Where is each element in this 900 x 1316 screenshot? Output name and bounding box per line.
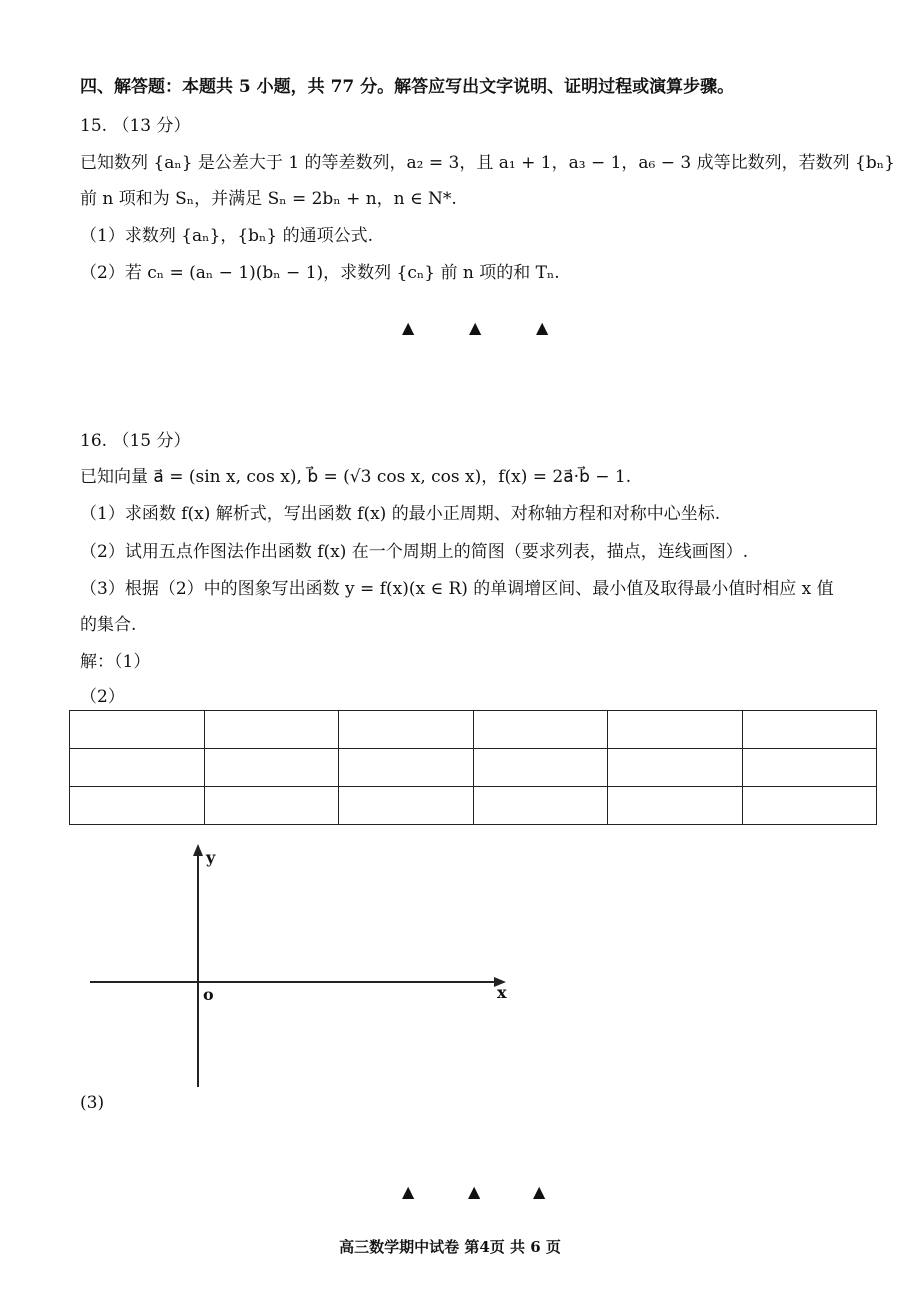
section-header: 四、解答题：本题共 5 小题，共 77 分。解答应写出文字说明、证明过程或演算步骤。: [80, 77, 735, 97]
q16-part2: （2）试用五点作图法作出函数 f(x) 在一个周期上的简图（要求列表，描点，连线画图）.: [80, 542, 749, 562]
q15-part2: （2）若 cₙ = (aₙ − 1)(bₙ − 1)，求数列 {cₙ} 前 n 项的和 Tₙ.: [80, 263, 560, 283]
answer-2-label: （2）: [80, 687, 125, 707]
x-axis-label: x: [497, 983, 507, 1002]
separator-triangle: ▲: [402, 318, 415, 337]
q15-part1: （1）求数列 {aₙ}，{bₙ} 的通项公式.: [80, 226, 374, 246]
separator-triangle: ▲: [402, 1182, 415, 1201]
separator-triangle: ▲: [536, 318, 549, 337]
separator-triangle: ▲: [468, 1182, 481, 1201]
q16-line1: 已知向量 a⃗ = (sin x, cos x), b⃗ = (√3 cos x, cos x)，f(x) = 2a⃗·b⃗ − 1.: [80, 467, 632, 487]
q15-title: 15. （13 分）: [80, 116, 191, 136]
q15-line2: 前 n 项和为 Sₙ，并满足 Sₙ = 2bₙ + n，n ∈ N*.: [80, 189, 457, 209]
q15-line1: 已知数列 {aₙ} 是公差大于 1 的等差数列，a₂ = 3，且 a₁ + 1，a₃ − 1，a₆ − 3 成等比数列，若数列 {bₙ}: [80, 153, 895, 173]
q16-title: 16. （15 分）: [80, 431, 191, 451]
answer-3-label: (3): [80, 1093, 105, 1113]
separator-triangle: ▲: [533, 1182, 546, 1201]
y-axis-arrow-icon: [193, 844, 203, 856]
y-axis-label: y: [206, 848, 216, 867]
page-footer: 高三数学期中试卷 第4页 共 6 页: [339, 1238, 561, 1256]
answer-1-label: 解：（1）: [80, 652, 151, 672]
q16-part1: （1）求函数 f(x) 解析式，写出函数 f(x) 的最小正周期、对称轴方程和对称中心坐标.: [80, 504, 721, 524]
separator-triangle: ▲: [469, 318, 482, 337]
q16-part3b: 的集合.: [80, 615, 137, 635]
origin-label: o: [203, 985, 214, 1004]
q16-part3a: （3）根据（2）中的图象写出函数 y = f(x)(x ∈ R) 的单调增区间、最小值及取得最小值时相应 x 值: [80, 579, 834, 599]
